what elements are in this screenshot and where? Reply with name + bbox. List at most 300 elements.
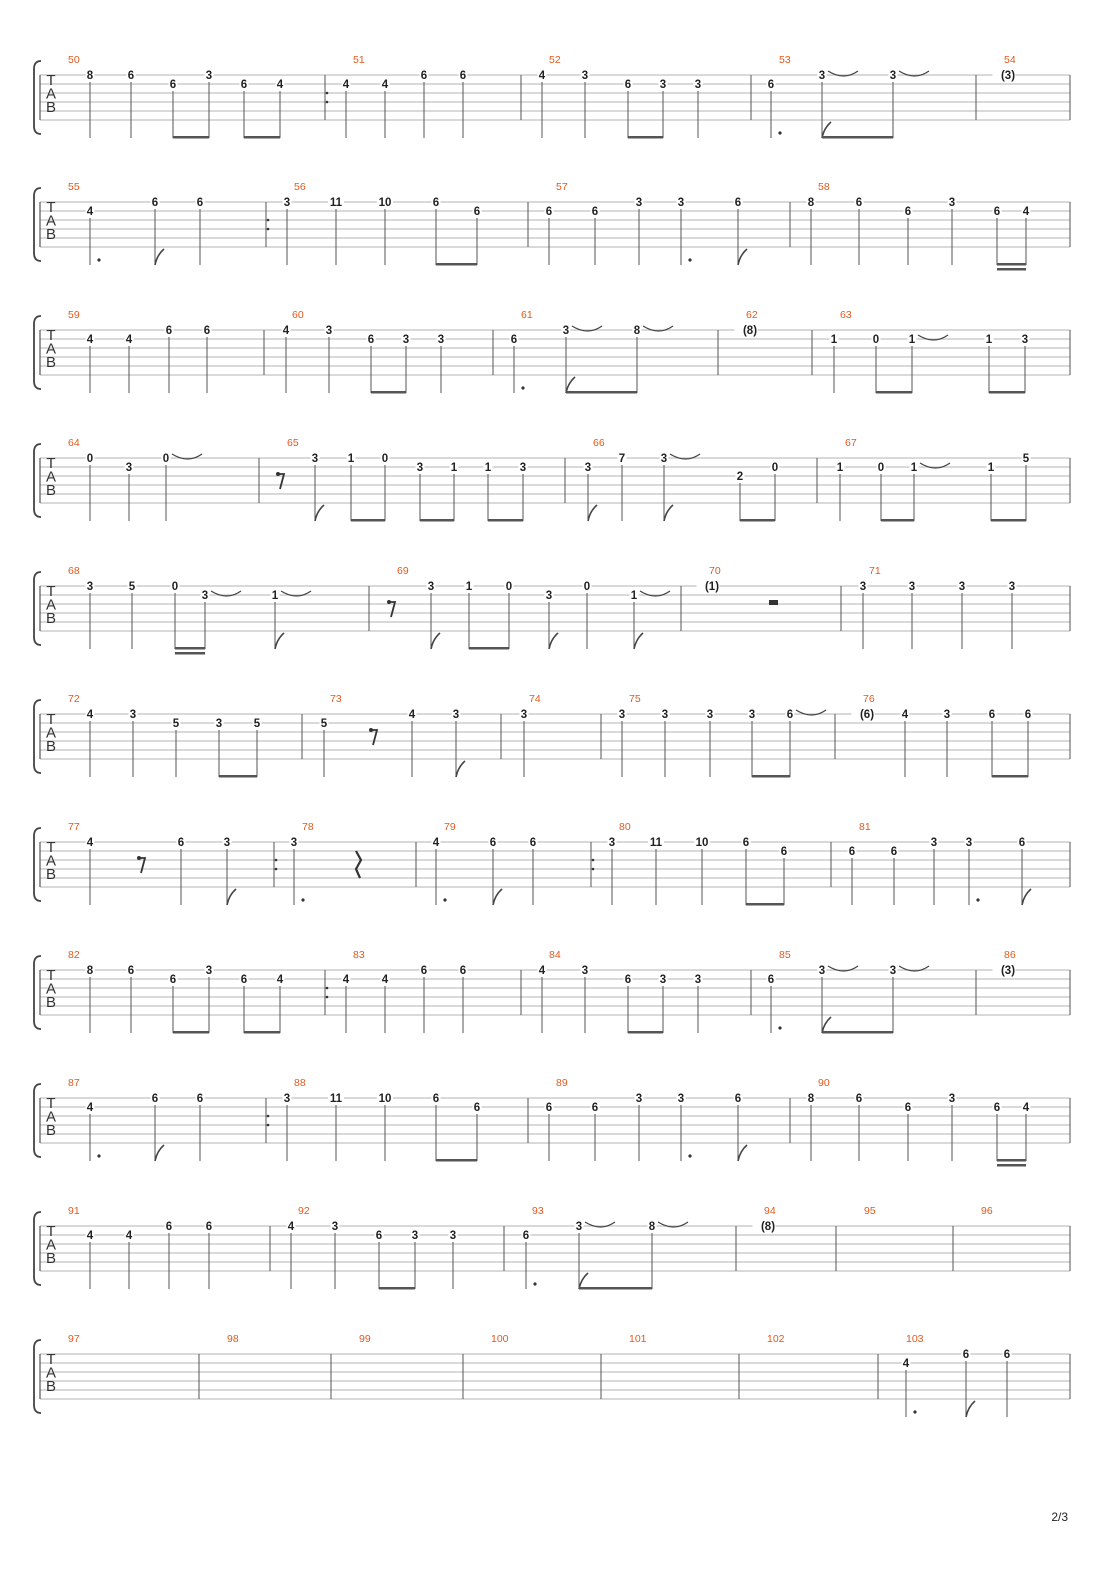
- repeat-dot: [326, 996, 329, 999]
- beam: [997, 1159, 1026, 1162]
- tab-clef-letter: A: [45, 340, 57, 358]
- duration-dot: [976, 898, 979, 901]
- beam: [740, 519, 775, 522]
- fret-number: 3: [706, 709, 714, 721]
- measure-number: 77: [68, 821, 80, 833]
- eighth-flag: [155, 1145, 164, 1161]
- measure-number: 54: [1004, 54, 1016, 66]
- fret-number: 3: [859, 581, 867, 593]
- beam: [989, 391, 1025, 394]
- beam: [876, 391, 912, 394]
- tab-clef-letter: B: [45, 866, 57, 883]
- measure-number: 101: [629, 1333, 647, 1345]
- fret-number: 6: [848, 846, 856, 858]
- measure-number: 76: [863, 693, 875, 705]
- measure-number: 67: [845, 437, 857, 449]
- fret-number: 4: [287, 1221, 295, 1233]
- measure-number: 96: [981, 1205, 993, 1217]
- fret-number: 3: [818, 70, 826, 82]
- page-number: 2/3: [1051, 1510, 1068, 1524]
- duration-dot: [913, 1410, 916, 1413]
- fret-number: 6: [205, 1221, 213, 1233]
- eighth-flag: [1022, 889, 1031, 905]
- duration-dot: [688, 1154, 691, 1157]
- fret-number: 6: [203, 325, 211, 337]
- beam: [371, 391, 406, 394]
- eighth-flag: [275, 633, 284, 649]
- measure-number: 81: [859, 821, 871, 833]
- fret-number: 6: [151, 1093, 159, 1105]
- measure-number: 89: [556, 1077, 568, 1089]
- fret-number: 3: [635, 197, 643, 209]
- fret-number: 4: [538, 965, 546, 977]
- eighth-flag: [431, 633, 440, 649]
- measure-number: 102: [767, 1333, 785, 1345]
- tab-clef-letter: B: [45, 1378, 57, 1395]
- measure-number: 60: [292, 309, 304, 321]
- tab-clef-letter: B: [45, 99, 57, 116]
- measure-number: 83: [353, 949, 365, 961]
- beam: [379, 1287, 415, 1290]
- eighth-flag: [227, 889, 236, 905]
- tab-clef-letter: A: [45, 468, 57, 486]
- fret-number: 6: [904, 1102, 912, 1114]
- fret-number: 3: [660, 453, 668, 465]
- fret-number: 6: [767, 79, 775, 91]
- fret-number: 10: [695, 837, 709, 849]
- fret-number: 6: [473, 1102, 481, 1114]
- fret-number: 3: [908, 581, 916, 593]
- beam: [173, 1031, 209, 1034]
- fret-number: 4: [86, 709, 94, 721]
- fret-number: 0: [771, 462, 779, 474]
- repeat-dot: [592, 859, 595, 862]
- fret-number: 6: [177, 837, 185, 849]
- fret-number: 6: [734, 1093, 742, 1105]
- tab-clef-letter: B: [45, 610, 57, 627]
- fret-number: 6: [624, 974, 632, 986]
- repeat-dot: [267, 219, 270, 222]
- beam: [746, 903, 784, 906]
- fret-number: 6: [591, 1102, 599, 1114]
- fret-number: 6: [459, 965, 467, 977]
- fret-number: 3: [311, 453, 319, 465]
- fret-number: 6: [420, 70, 428, 82]
- fret-number: 6: [489, 837, 497, 849]
- measure-number: 93: [532, 1205, 544, 1217]
- fret-number: 3: [661, 709, 669, 721]
- fret-number: 3: [201, 590, 209, 602]
- fret-number: 6: [127, 70, 135, 82]
- tab-clef-letter: T: [46, 72, 56, 89]
- fret-number: 3: [694, 79, 702, 91]
- tab-clef-letter: B: [45, 226, 57, 243]
- fret-number: 5: [253, 718, 261, 730]
- fret-number: 1: [836, 462, 844, 474]
- fret-number: 4: [432, 837, 440, 849]
- fret-number: 3: [748, 709, 756, 721]
- fret-number: 6: [904, 206, 912, 218]
- fret-number: 3: [889, 965, 897, 977]
- measure-number: 103: [906, 1333, 924, 1345]
- repeat-dot: [592, 868, 595, 871]
- fret-number: 6: [780, 846, 788, 858]
- measure-number: 65: [287, 437, 299, 449]
- fret-number: 6: [240, 79, 248, 91]
- fret-number: 4: [381, 79, 389, 91]
- tab-clef-letter: A: [45, 85, 57, 103]
- tab-clef-letter: T: [46, 711, 56, 728]
- fret-number: 4: [86, 837, 94, 849]
- measure-number: 85: [779, 949, 791, 961]
- fret-number: 3: [677, 197, 685, 209]
- fret-number: 4: [902, 1358, 910, 1370]
- tab-clef-letter: T: [46, 583, 56, 600]
- measure-number: 71: [869, 565, 881, 577]
- measure-number: 74: [529, 693, 541, 705]
- tab-clef-letter: T: [46, 199, 56, 216]
- tab-clef-letter: T: [46, 1095, 56, 1112]
- tab-clef-letter: B: [45, 1250, 57, 1267]
- fret-number: 11: [329, 197, 343, 209]
- measure-number: 57: [556, 181, 568, 193]
- eighth-flag: [822, 122, 831, 138]
- measure-number: 55: [68, 181, 80, 193]
- fret-number: 0: [381, 453, 389, 465]
- fret-number: 6: [545, 1102, 553, 1114]
- fret-number: 11: [649, 837, 663, 849]
- fret-number: 2: [736, 471, 744, 483]
- measure-number: 63: [840, 309, 852, 321]
- fret-number: 6: [890, 846, 898, 858]
- fret-number: 6: [962, 1349, 970, 1361]
- eighth-flag: [738, 249, 747, 265]
- beam: [469, 647, 509, 650]
- fret-number: 4: [282, 325, 290, 337]
- fret-number: 6: [420, 965, 428, 977]
- fret-number: 0: [162, 453, 170, 465]
- fret-number: 5: [1022, 453, 1030, 465]
- fret-number: 3: [930, 837, 938, 849]
- fret-number: 4: [901, 709, 909, 721]
- fret-number: 6: [1003, 1349, 1011, 1361]
- fret-number: 0: [877, 462, 885, 474]
- fret-number: 6: [196, 1093, 204, 1105]
- repeat-dot: [267, 1115, 270, 1118]
- fret-number: 3: [618, 709, 626, 721]
- measure-number: 51: [353, 54, 365, 66]
- tab-clef-letter: A: [45, 212, 57, 230]
- fret-number: 6: [165, 325, 173, 337]
- duration-dot: [97, 1154, 100, 1157]
- tab-clef-letter: B: [45, 1122, 57, 1139]
- measure-number: 52: [549, 54, 561, 66]
- fret-number: 8: [807, 1093, 815, 1105]
- fret-number: 3: [965, 837, 973, 849]
- repeat-dot: [275, 868, 278, 871]
- repeat-dot: [267, 1124, 270, 1127]
- fret-number: 4: [408, 709, 416, 721]
- quarter-rest: [356, 851, 361, 878]
- fret-number: 6: [624, 79, 632, 91]
- beam: [244, 136, 280, 139]
- tab-clef-letter: T: [46, 839, 56, 856]
- fret-number: 3: [635, 1093, 643, 1105]
- fret-number: 6: [510, 334, 518, 346]
- fret-number: 4: [342, 79, 350, 91]
- fret-number: 3: [290, 837, 298, 849]
- fret-number: (3): [1000, 965, 1016, 977]
- measure-number: 62: [746, 309, 758, 321]
- fret-number: 3: [677, 1093, 685, 1105]
- fret-number: 6: [151, 197, 159, 209]
- fret-number: 6: [196, 197, 204, 209]
- tab-clef-letter: T: [46, 455, 56, 472]
- fret-number: 3: [437, 334, 445, 346]
- fret-number: 4: [86, 206, 94, 218]
- fret-number: (6): [859, 709, 875, 721]
- beam: [579, 1287, 652, 1290]
- fret-number: 6: [240, 974, 248, 986]
- tab-clef-letter: B: [45, 482, 57, 499]
- fret-number: 1: [830, 334, 838, 346]
- fret-number: 8: [86, 965, 94, 977]
- duration-dot: [301, 898, 304, 901]
- eighth-rest-dot: [276, 472, 280, 476]
- beam: [244, 1031, 280, 1034]
- fret-number: 4: [381, 974, 389, 986]
- fret-number: 0: [505, 581, 513, 593]
- fret-number: 3: [1008, 581, 1016, 593]
- repeat-dot: [326, 92, 329, 95]
- tab-clef-letter: T: [46, 327, 56, 344]
- beam: [219, 775, 257, 778]
- beam-secondary: [997, 268, 1026, 271]
- fret-number: 1: [484, 462, 492, 474]
- fret-number: 3: [889, 70, 897, 82]
- fret-number: 4: [276, 79, 284, 91]
- measure-number: 80: [619, 821, 631, 833]
- eighth-flag: [966, 1401, 975, 1417]
- measure-number: 95: [864, 1205, 876, 1217]
- fret-number: 0: [583, 581, 591, 593]
- fret-number: 10: [378, 197, 392, 209]
- fret-number: 3: [125, 462, 133, 474]
- eighth-flag: [315, 505, 324, 521]
- tab-clef-letter: A: [45, 596, 57, 614]
- fret-number: 3: [519, 462, 527, 474]
- fret-number: 6: [855, 197, 863, 209]
- measure-number: 73: [330, 693, 342, 705]
- fret-number: 6: [529, 837, 537, 849]
- measure-number: 72: [68, 693, 80, 705]
- eighth-rest-dot: [369, 728, 373, 732]
- fret-number: 1: [347, 453, 355, 465]
- fret-number: 4: [538, 70, 546, 82]
- beam: [822, 136, 893, 139]
- fret-number: 7: [618, 453, 626, 465]
- eighth-flag: [738, 1145, 747, 1161]
- measure-number: 90: [818, 1077, 830, 1089]
- fret-number: 3: [581, 965, 589, 977]
- fret-number: 6: [545, 206, 553, 218]
- measure-number: 100: [491, 1333, 509, 1345]
- fret-number: 3: [402, 334, 410, 346]
- fret-number: 3: [283, 197, 291, 209]
- measure-number: 59: [68, 309, 80, 321]
- fret-number: 3: [331, 1221, 339, 1233]
- eighth-rest-dot: [137, 856, 141, 860]
- measure-number: 50: [68, 54, 80, 66]
- fret-number: 1: [465, 581, 473, 593]
- eighth-flag: [634, 633, 643, 649]
- fret-number: 4: [86, 334, 94, 346]
- measure-number: 87: [68, 1077, 80, 1089]
- fret-number: 6: [993, 206, 1001, 218]
- tab-clef-letter: B: [45, 994, 57, 1011]
- fret-number: 3: [575, 1221, 583, 1233]
- fret-number: 1: [908, 334, 916, 346]
- measure-number: 99: [359, 1333, 371, 1345]
- eighth-rest-dot: [387, 600, 391, 604]
- measure-number: 91: [68, 1205, 80, 1217]
- tab-clef-letter: A: [45, 1236, 57, 1254]
- tab-clef-letter: T: [46, 967, 56, 984]
- fret-number: (3): [1000, 70, 1016, 82]
- fret-number: 6: [767, 974, 775, 986]
- fret-number: 3: [659, 79, 667, 91]
- fret-number: 6: [742, 837, 750, 849]
- beam: [173, 136, 209, 139]
- fret-number: 3: [545, 590, 553, 602]
- fret-number: 8: [648, 1221, 656, 1233]
- measure-number: 86: [1004, 949, 1016, 961]
- eighth-flag: [664, 505, 673, 521]
- beam: [822, 1031, 893, 1034]
- measure-number: 58: [818, 181, 830, 193]
- fret-number: 10: [378, 1093, 392, 1105]
- fret-number: 4: [125, 1230, 133, 1242]
- fret-number: 1: [985, 334, 993, 346]
- fret-number: 3: [205, 70, 213, 82]
- tab-clef-letter: A: [45, 724, 57, 742]
- fret-number: 0: [171, 581, 179, 593]
- fret-number: 3: [1021, 334, 1029, 346]
- beam: [992, 775, 1028, 778]
- fret-number: 5: [172, 718, 180, 730]
- measure-number: 98: [227, 1333, 239, 1345]
- tab-clef-letter: A: [45, 1108, 57, 1126]
- beam: [566, 391, 637, 394]
- beam-secondary: [175, 652, 205, 655]
- tab-clef-letter: T: [46, 1223, 56, 1240]
- duration-dot: [778, 131, 781, 134]
- duration-dot: [688, 258, 691, 261]
- fret-number: 3: [86, 581, 94, 593]
- beam: [752, 775, 790, 778]
- fret-number: 3: [948, 1093, 956, 1105]
- duration-dot: [533, 1282, 536, 1285]
- fret-number: 3: [416, 462, 424, 474]
- beam: [436, 263, 477, 266]
- fret-number: 3: [283, 1093, 291, 1105]
- fret-number: 3: [943, 709, 951, 721]
- measure-number: 94: [764, 1205, 776, 1217]
- eighth-flag: [456, 761, 465, 777]
- beam: [628, 1031, 663, 1034]
- measure-number: 88: [294, 1077, 306, 1089]
- fret-number: 3: [694, 974, 702, 986]
- fret-number: 3: [562, 325, 570, 337]
- fret-number: 3: [205, 965, 213, 977]
- measure-number: 78: [302, 821, 314, 833]
- tab-clef-letter: A: [45, 980, 57, 998]
- fret-number: 6: [165, 1221, 173, 1233]
- fret-number: (1): [704, 581, 720, 593]
- fret-number: 3: [608, 837, 616, 849]
- repeat-dot: [267, 228, 270, 231]
- eighth-flag: [493, 889, 502, 905]
- eighth-flag: [549, 633, 558, 649]
- fret-number: 0: [872, 334, 880, 346]
- fret-number: 3: [452, 709, 460, 721]
- half-rest: [769, 600, 778, 605]
- fret-number: 6: [522, 1230, 530, 1242]
- fret-number: 3: [958, 581, 966, 593]
- duration-dot: [778, 1026, 781, 1029]
- fret-number: 3: [659, 974, 667, 986]
- fret-number: 6: [473, 206, 481, 218]
- fret-number: 4: [86, 1102, 94, 1114]
- tab-clef-letter: B: [45, 354, 57, 371]
- duration-dot: [97, 258, 100, 261]
- fret-number: 3: [449, 1230, 457, 1242]
- fret-number: 4: [125, 334, 133, 346]
- fret-number: 6: [127, 965, 135, 977]
- measure-number: 69: [397, 565, 409, 577]
- measure-number: 66: [593, 437, 605, 449]
- tab-clef-letter: B: [45, 738, 57, 755]
- repeat-dot: [326, 987, 329, 990]
- fret-number: 8: [86, 70, 94, 82]
- measure-number: 92: [298, 1205, 310, 1217]
- fret-number: 3: [520, 709, 528, 721]
- fret-number: 6: [591, 206, 599, 218]
- duration-dot: [443, 898, 446, 901]
- fret-number: 3: [948, 197, 956, 209]
- measure-number: 53: [779, 54, 791, 66]
- beam: [488, 519, 523, 522]
- fret-number: 1: [450, 462, 458, 474]
- beam: [881, 519, 914, 522]
- measure-number: 64: [68, 437, 80, 449]
- measure-number: 75: [629, 693, 641, 705]
- fret-number: 6: [993, 1102, 1001, 1114]
- fret-number: 6: [432, 197, 440, 209]
- measure-number: 70: [709, 565, 721, 577]
- fret-number: 3: [427, 581, 435, 593]
- measure-number: 97: [68, 1333, 80, 1345]
- duration-dot: [521, 386, 524, 389]
- fret-number: 6: [786, 709, 794, 721]
- fret-number: 1: [987, 462, 995, 474]
- beam: [628, 136, 663, 139]
- beam: [436, 1159, 477, 1162]
- eighth-flag: [566, 377, 575, 393]
- fret-number: 6: [988, 709, 996, 721]
- tab-clef-letter: A: [45, 1364, 57, 1382]
- fret-number: (8): [742, 325, 758, 337]
